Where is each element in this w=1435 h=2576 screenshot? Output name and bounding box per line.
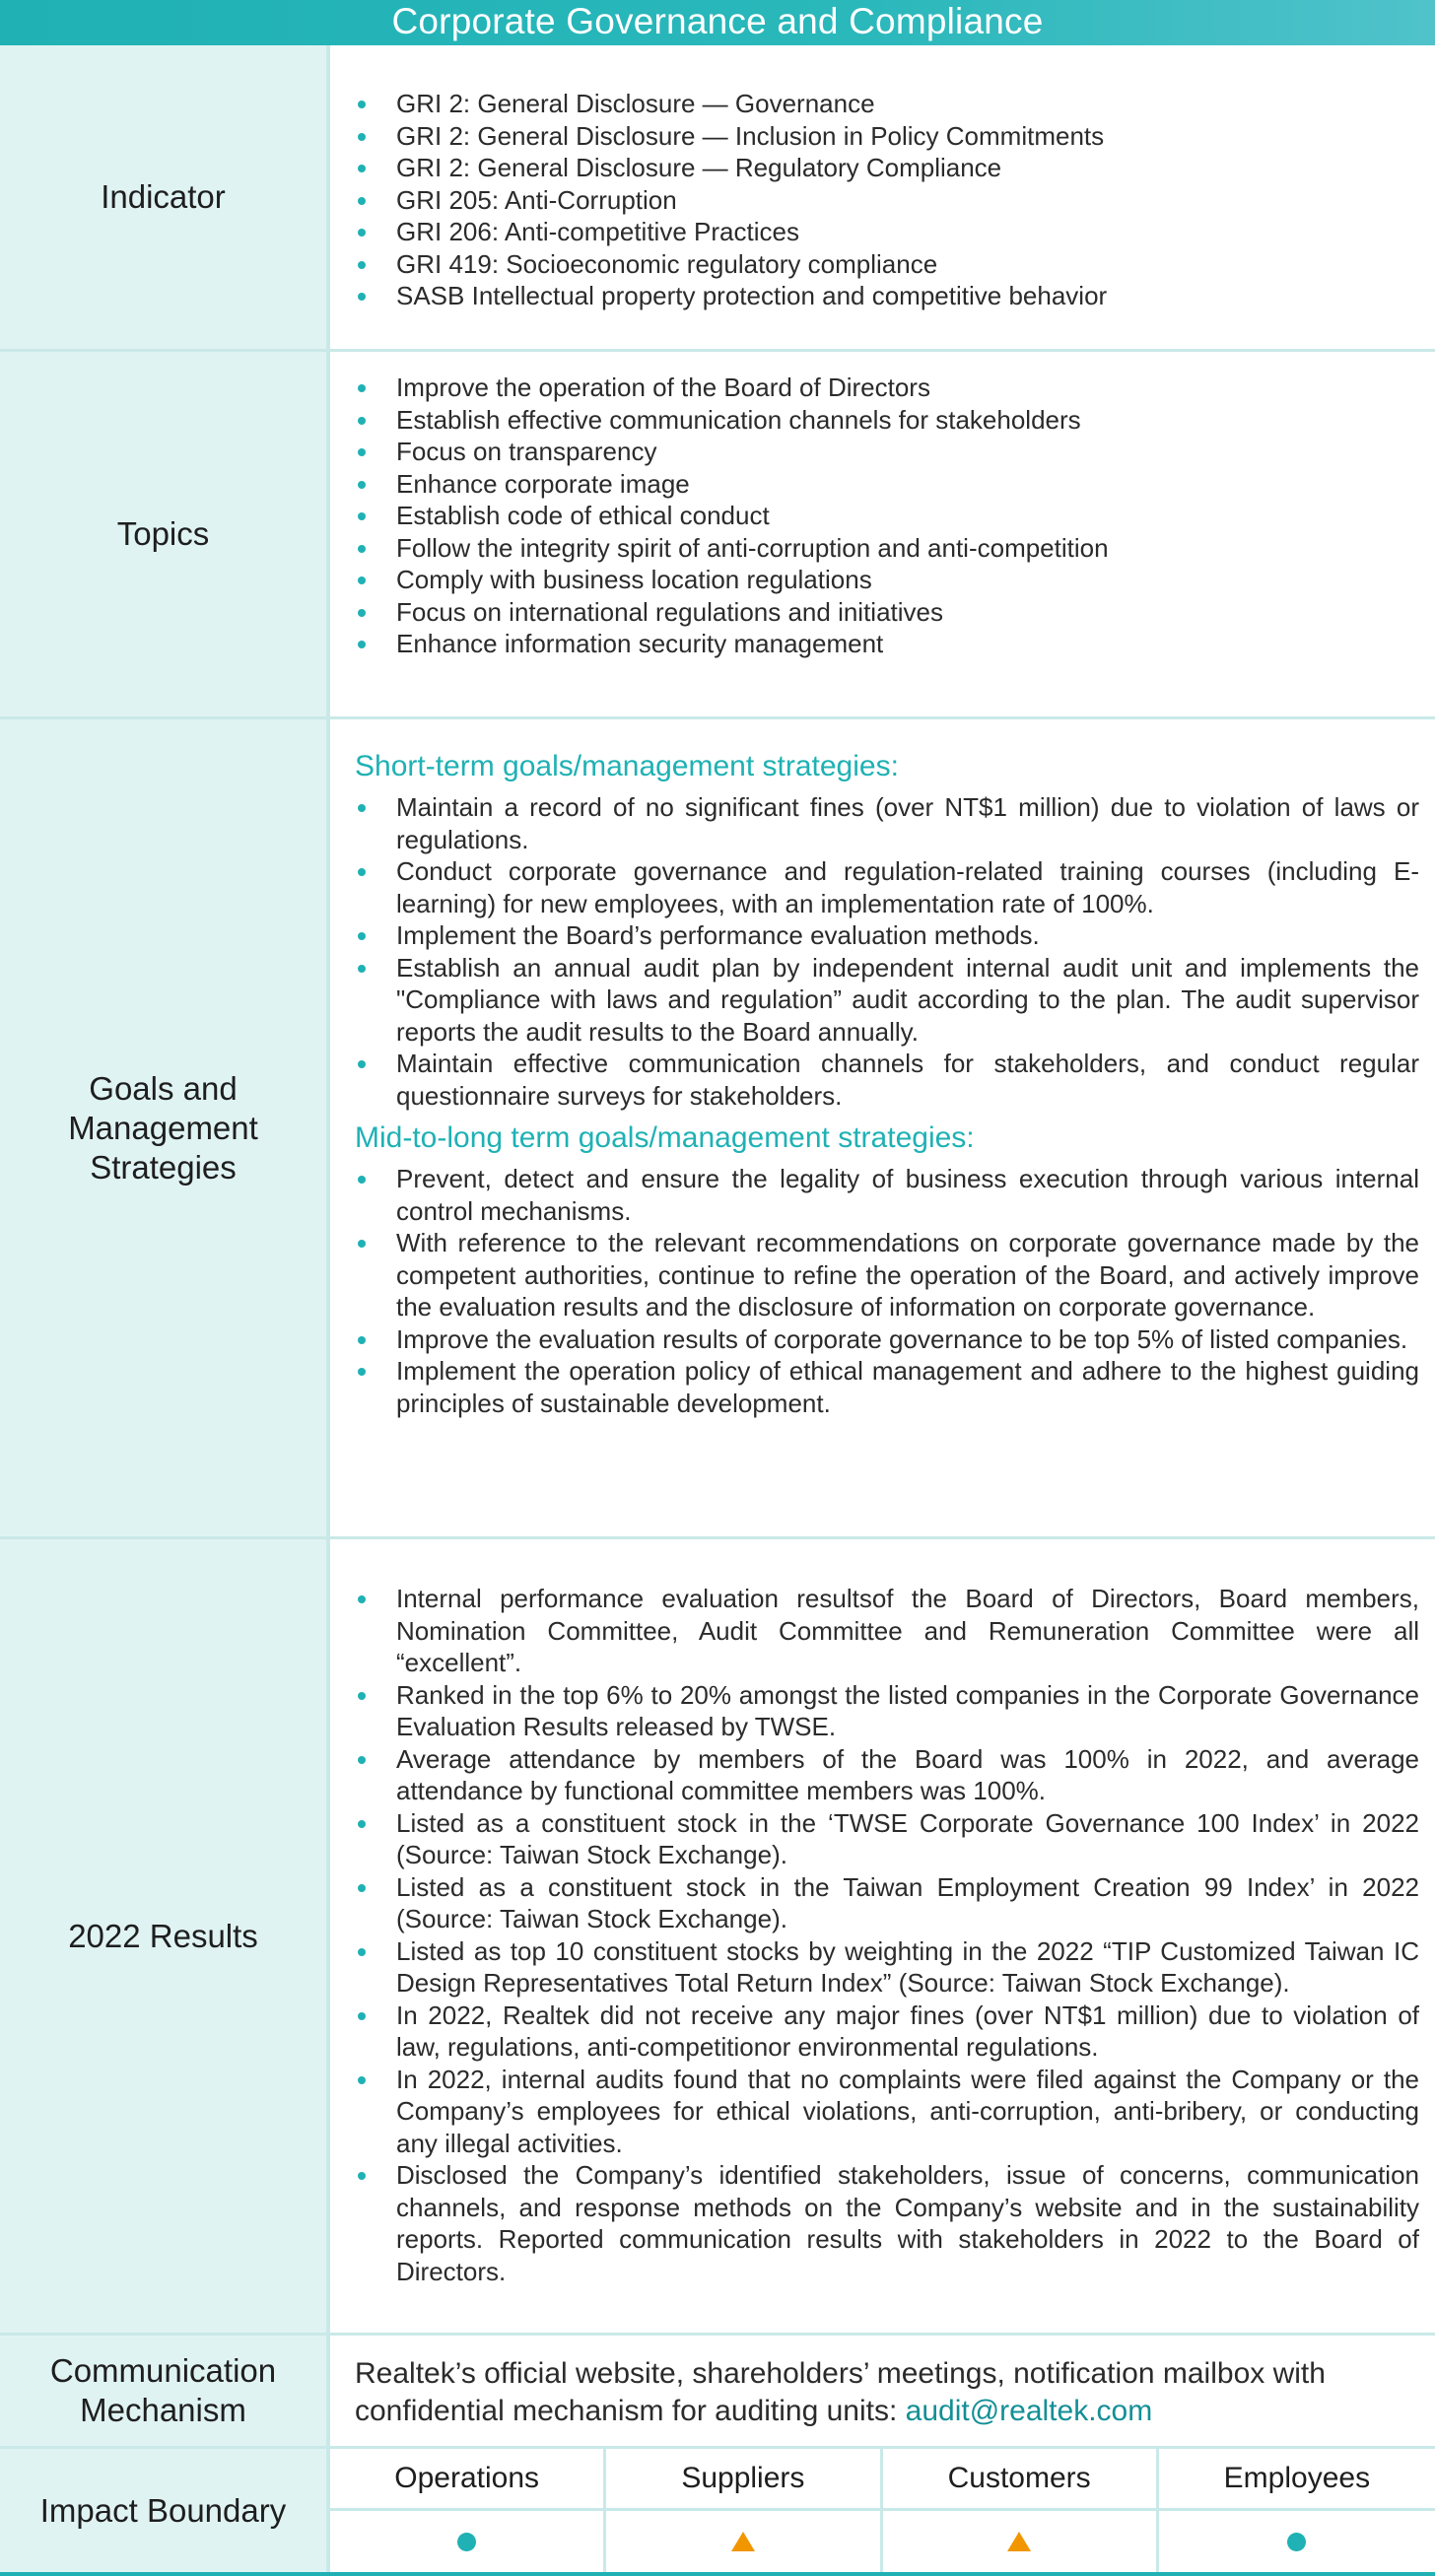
impact-col-operations: Operations — [330, 2449, 606, 2511]
list-item: Enhance information security management — [355, 628, 1419, 660]
communication-row — [0, 2336, 1435, 2449]
list-item: Maintain a record of no significant fines (over NT$1 million) due to violation of laws or regulations. — [355, 791, 1419, 855]
short-term-list — [355, 791, 1419, 1112]
communication-content — [330, 2336, 1435, 2446]
impact-cell-employees — [1159, 2511, 1435, 2572]
circle-marker-icon — [457, 2533, 476, 2551]
goals-content — [330, 719, 1435, 1536]
short-term-title: Short-term goals/management strategies: — [355, 750, 899, 782]
list-item: Listed as a constituent stock in the ‘TWSE Corporate Governance 100 Index’ in 2022 (Source: Taiwan Stock Exchange). — [355, 1807, 1419, 1871]
list-item: Comply with business location regulations — [355, 564, 1419, 596]
impact-cell-operations — [330, 2511, 606, 2572]
goals-row — [0, 719, 1435, 1539]
results-list — [355, 1583, 1419, 2287]
list-item: Listed as top 10 constituent stocks by weighting in the 2022 “TIP Customized Taiwan IC Design Representatives Total Return Index” (Source: Taiwan Stock Exchange). — [355, 1935, 1419, 2000]
topics-list — [355, 372, 1419, 660]
list-item: Establish an annual audit plan by independent internal audit unit and implements the "Compliance with laws and regulation” audit according to the plan. The audit supervisor reports the audit results to the Board annually. — [355, 952, 1419, 1049]
triangle-marker-icon — [731, 2532, 755, 2551]
list-item: GRI 2: General Disclosure — Regulatory Compliance — [355, 152, 1419, 184]
page-title: Corporate Governance and Compliance — [391, 1, 1044, 41]
impact-grid — [330, 2449, 1435, 2572]
list-item: Follow the integrity spirit of anti-corruption and anti-competition — [355, 532, 1419, 565]
list-item: Establish effective communication channels for stakeholders — [355, 404, 1419, 437]
list-item: GRI 419: Socioeconomic regulatory compliance — [355, 248, 1419, 281]
impact-row — [0, 2449, 1435, 2576]
impact-cell-customers — [883, 2511, 1159, 2572]
impact-col-suppliers: Suppliers — [606, 2449, 882, 2511]
results-label: 2022 Results — [0, 1539, 330, 2333]
list-item: Listed as a constituent stock in the Taiwan Employment Creation 99 Index’ in 2022 (Source: Taiwan Stock Exchange). — [355, 1871, 1419, 1935]
list-item: Disclosed the Company’s identified stakeholders, issue of concerns, communication channels, and response methods on the Company’s website and in the sustainability reports. Reported communication results with stakeholders in 2022 to the Board of Directors. — [355, 2159, 1419, 2287]
impact-col-customers: Customers — [883, 2449, 1159, 2511]
list-item: GRI 206: Anti-competitive Practices — [355, 216, 1419, 248]
goals-label: Goals and Management Strategies — [0, 719, 330, 1536]
list-item: Focus on international regulations and initiatives — [355, 596, 1419, 629]
long-term-title: Mid-to-long term goals/management strategies: — [355, 1121, 975, 1154]
communication-text — [355, 2355, 1419, 2430]
indicator-list — [355, 88, 1419, 312]
page-header — [0, 0, 1435, 45]
list-item: GRI 2: General Disclosure — Governance — [355, 88, 1419, 120]
results-row — [0, 1539, 1435, 2336]
impact-col-employees: Employees — [1159, 2449, 1435, 2511]
results-content — [330, 1539, 1435, 2333]
list-item: Improve the evaluation results of corporate governance to be top 5% of listed companies. — [355, 1323, 1419, 1356]
list-item: Implement the operation policy of ethical management and adhere to the highest guiding principles of sustainable development. — [355, 1355, 1419, 1419]
impact-cell-suppliers — [606, 2511, 882, 2572]
list-item: Focus on transparency — [355, 436, 1419, 468]
topics-content — [330, 352, 1435, 716]
long-term-list — [355, 1163, 1419, 1419]
list-item: Improve the operation of the Board of Directors — [355, 372, 1419, 404]
topics-label: Topics — [0, 352, 330, 716]
audit-email-link[interactable]: audit@realtek.com — [905, 2395, 1153, 2427]
indicator-row — [0, 45, 1435, 352]
list-item: Maintain effective communication channels for stakeholders, and conduct regular questionnaire surveys for stakeholders. — [355, 1048, 1419, 1112]
list-item: GRI 205: Anti-Corruption — [355, 184, 1419, 217]
list-item: SASB Intellectual property protection and competitive behavior — [355, 280, 1419, 312]
communication-label: Communication Mechanism — [0, 2336, 330, 2446]
list-item: With reference to the relevant recommendations on corporate governance made by the competent authorities, continue to refine the operation of the Board, and actively improve the evaluation results and the disclosure of information on corporate governance. — [355, 1227, 1419, 1323]
list-item: Ranked in the top 6% to 20% amongst the listed companies in the Corporate Governance Evaluation Results released by TWSE. — [355, 1679, 1419, 1743]
indicator-label: Indicator — [0, 45, 330, 349]
list-item: In 2022, internal audits found that no complaints were filed against the Company or the Company’s employees for ethical violations, anti-corruption, anti-bribery, or conducting any illegal activities. — [355, 2064, 1419, 2160]
list-item: Establish code of ethical conduct — [355, 500, 1419, 532]
list-item: Prevent, detect and ensure the legality of business execution through various internal control mechanisms. — [355, 1163, 1419, 1227]
list-item: In 2022, Realtek did not receive any major fines (over NT$1 million) due to violation of law, regulations, anti-competitionor environmental regulations. — [355, 2000, 1419, 2064]
list-item: Enhance corporate image — [355, 468, 1419, 501]
list-item: Conduct corporate governance and regulation-related training courses (including E-learning) for new employees, with an implementation rate of 100%. — [355, 855, 1419, 919]
impact-label: Impact Boundary — [0, 2449, 330, 2572]
circle-marker-icon — [1287, 2533, 1306, 2551]
triangle-marker-icon — [1007, 2532, 1031, 2551]
indicator-content — [330, 45, 1435, 349]
list-item: Internal performance evaluation resultsof the Board of Directors, Board members, Nomination Committee, Audit Committee and Remuneration Committee were all “excellent”. — [355, 1583, 1419, 1679]
topics-row — [0, 352, 1435, 719]
communication-description: Realtek’s official website, shareholders’ meetings, notification mailbox with confidential mechanism for auditing units: — [355, 2357, 1326, 2427]
list-item: Average attendance by members of the Board was 100% in 2022, and average attendance by functional committee members was 100%. — [355, 1743, 1419, 1807]
list-item: GRI 2: General Disclosure — Inclusion in Policy Commitments — [355, 120, 1419, 153]
list-item: Implement the Board’s performance evaluation methods. — [355, 919, 1419, 952]
